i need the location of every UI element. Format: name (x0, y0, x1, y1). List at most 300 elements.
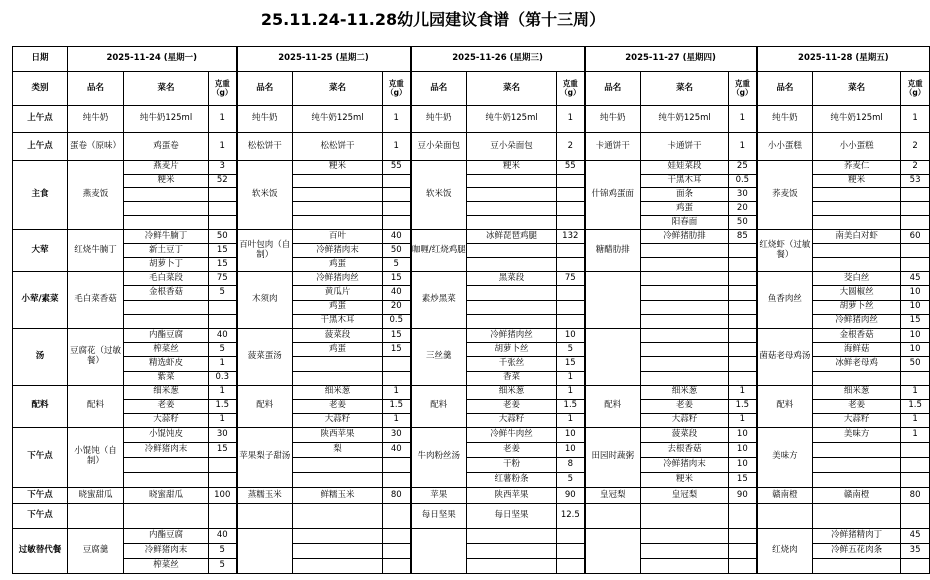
empty-cell (467, 202, 557, 216)
empty-cell (293, 472, 383, 487)
ingredient-name: 细米葱 (813, 385, 901, 399)
empty-cell (467, 216, 557, 230)
ingredient-name: 陕西苹果 (293, 427, 383, 442)
dish-name: 菌菇老母鸡汤 (757, 328, 813, 385)
ingredient-amount: 1 (557, 371, 585, 385)
ingredient-amount: 50 (729, 216, 757, 230)
empty-cell (813, 202, 901, 216)
ingredient-name: 南美白对虾 (813, 230, 901, 244)
ingredient-amount: 15 (383, 272, 411, 286)
empty-cell (467, 543, 557, 558)
ingredient-amount: 5 (557, 343, 585, 357)
empty-cell (641, 558, 729, 573)
table-row (13, 427, 930, 442)
ingredient-name: 老姜 (813, 399, 901, 413)
table-row (13, 160, 930, 174)
empty-cell (813, 558, 901, 573)
ingredient-amount: 75 (209, 272, 237, 286)
empty-cell (383, 371, 411, 385)
table-row (13, 133, 930, 160)
dish-name (585, 272, 641, 329)
dish-label: 品名 (585, 72, 641, 106)
empty-cell (901, 472, 930, 487)
ingredient-amount: 20 (729, 202, 757, 216)
ingredient-name: 梨 (293, 442, 383, 457)
ingredient-name: 冷鲜猪肉末 (293, 244, 383, 258)
ingredient-amount: 1 (209, 357, 237, 371)
ingredient-name: 卡通饼干 (641, 133, 729, 160)
category-main: 主食 (13, 160, 68, 229)
ingredient-amount: 1 (383, 133, 411, 160)
dish-name (757, 504, 813, 528)
dish-name (585, 504, 641, 528)
dish-name: 配料 (757, 385, 813, 427)
dish-name: 美味方 (757, 427, 813, 487)
empty-cell (813, 216, 901, 230)
empty-cell (293, 504, 383, 528)
ingredient-name: 榨菜丝 (124, 343, 209, 357)
dish-name: 苹果梨子甜汤 (237, 427, 293, 487)
ingredient-name: 干黑木耳 (641, 174, 729, 188)
category-meat: 大荤 (13, 230, 68, 272)
ingredient-amount: 1 (729, 385, 757, 399)
dish-name: 毛白菜香菇 (68, 272, 124, 329)
ingredient-amount: 132 (557, 230, 585, 244)
table-row (13, 272, 930, 286)
ingredient-name: 毛白菜段 (124, 272, 209, 286)
dish-name: 纯牛奶 (68, 105, 124, 132)
ingredient-amount: 52 (209, 174, 237, 188)
dish-name: 什锦鸡蛋面 (585, 160, 641, 229)
empty-cell (124, 472, 209, 487)
ingredient-name: 冷鲜猪肋排 (641, 230, 729, 244)
ingredient-name: 大蒜籽 (813, 413, 901, 427)
ingredient-name: 鸡蛋卷 (124, 133, 209, 160)
empty-cell (641, 286, 729, 300)
ingredient-amount: 5 (209, 543, 237, 558)
empty-cell (729, 528, 757, 543)
ingredient-amount: 100 (209, 487, 237, 504)
empty-cell (729, 272, 757, 286)
ingredient-name: 冷鲜牛肉丝 (467, 427, 557, 442)
ingredient-amount: 1 (901, 105, 930, 132)
ingredient-amount: 30 (209, 427, 237, 442)
ingredient-name: 陕西苹果 (467, 487, 557, 504)
ingredient-amount: 90 (729, 487, 757, 504)
day-header: 2025-11-26 (星期三) (411, 47, 585, 72)
ingredient-name: 大蒜籽 (293, 413, 383, 427)
ingredient-name: 紫菜 (124, 371, 209, 385)
ingredient-amount: 80 (383, 487, 411, 504)
ingredient-name: 老姜 (467, 442, 557, 457)
empty-cell (813, 504, 901, 528)
ingredient-name: 香菜 (467, 371, 557, 385)
ingredient-name: 冷鲜五花肉条 (813, 543, 901, 558)
empty-cell (124, 314, 209, 328)
ingredient-name: 冷鲜猪肉末 (124, 442, 209, 457)
ingredient-name: 美味方 (813, 427, 901, 442)
ingredient-name: 冰鲜琵琶鸡腿 (467, 230, 557, 244)
dish-name: 小小蛋糕 (757, 133, 813, 160)
amount-label: 克重（g） (901, 72, 930, 106)
ingredient-amount: 1.5 (901, 399, 930, 413)
ingredient-name: 红薯粉条 (467, 472, 557, 487)
ingredient-amount: 1 (729, 413, 757, 427)
category-small: 小荤/素菜 (13, 272, 68, 329)
ingredient-amount: 90 (557, 487, 585, 504)
empty-cell (729, 244, 757, 258)
ingredient-amount: 1 (901, 413, 930, 427)
ingredient-amount: 80 (901, 487, 930, 504)
empty-cell (467, 286, 557, 300)
table-row (13, 105, 930, 132)
ingredient-amount: 35 (901, 543, 930, 558)
empty-cell (467, 314, 557, 328)
ingredient-amount: 5 (209, 558, 237, 573)
ingredient-amount: 1.5 (383, 399, 411, 413)
ingredient-amount: 10 (557, 427, 585, 442)
empty-cell (383, 543, 411, 558)
empty-cell (557, 258, 585, 272)
ingredient-name: 冷鲜猪肉丝 (813, 314, 901, 328)
ingredient-name: 粳米 (813, 174, 901, 188)
category-afternoon3: 下午点 (13, 504, 68, 528)
ingredient-name: 新土豆丁 (124, 244, 209, 258)
ingredient-amount: 10 (901, 328, 930, 342)
dish-name: 赣南橙 (757, 487, 813, 504)
ingredient-name: 冰鲜老母鸡 (813, 357, 901, 371)
ingredient-amount: 60 (901, 230, 930, 244)
empty-cell (124, 457, 209, 472)
ingredient-amount: 53 (901, 174, 930, 188)
empty-cell (293, 457, 383, 472)
empty-cell (729, 258, 757, 272)
ingredient-name: 细米葱 (124, 385, 209, 399)
empty-cell (209, 188, 237, 202)
ingredient-name: 鲜糯玉米 (293, 487, 383, 504)
empty-cell (641, 371, 729, 385)
ingredient-amount: 50 (209, 230, 237, 244)
ingredient-name: 每日坚果 (467, 504, 557, 528)
ingredient-amount: 55 (383, 160, 411, 174)
category-afternoon: 下午点 (13, 427, 68, 487)
empty-cell (557, 188, 585, 202)
empty-cell (124, 504, 209, 528)
empty-cell (383, 174, 411, 188)
ingredient-amount: 15 (209, 442, 237, 457)
ingredient-name: 老姜 (467, 399, 557, 413)
empty-cell (557, 244, 585, 258)
table-row (13, 230, 930, 244)
ingredient-name: 黄瓜片 (293, 286, 383, 300)
dish-name: 卡通饼干 (585, 133, 641, 160)
ingredient-amount: 15 (383, 328, 411, 342)
empty-cell (901, 457, 930, 472)
amount-label: 克重（g） (729, 72, 757, 106)
ingredient-name: 晓蜜甜瓜 (124, 487, 209, 504)
ingredient-name: 小馄饨皮 (124, 427, 209, 442)
empty-cell (383, 472, 411, 487)
table-row (13, 504, 930, 528)
ingredient-name: 冷鲜猪肉丝 (293, 272, 383, 286)
empty-cell (293, 357, 383, 371)
dish-name: 荞麦饭 (757, 160, 813, 229)
dish-name: 鱼香肉丝 (757, 272, 813, 329)
empty-cell (641, 314, 729, 328)
ingredient-name: 粳米 (124, 174, 209, 188)
amount-label: 克重（g） (383, 72, 411, 106)
empty-cell (813, 188, 901, 202)
empty-cell (209, 314, 237, 328)
ingredient-amount: 10 (557, 328, 585, 342)
table-row (13, 487, 930, 504)
empty-cell (383, 357, 411, 371)
empty-cell (813, 457, 901, 472)
ingredient-amount: 15 (557, 357, 585, 371)
empty-cell (557, 528, 585, 543)
empty-cell (124, 188, 209, 202)
ingredient-name: 细米葱 (641, 385, 729, 399)
empty-cell (467, 558, 557, 573)
empty-cell (729, 286, 757, 300)
empty-cell (293, 558, 383, 573)
empty-cell (641, 357, 729, 371)
dish-name (585, 528, 641, 573)
ingredient-name: 榨菜丝 (124, 558, 209, 573)
empty-cell (209, 457, 237, 472)
ingredient-amount: 10 (557, 442, 585, 457)
dish-name: 皇冠梨 (585, 487, 641, 504)
empty-cell (813, 244, 901, 258)
ingredient-amount: 12.5 (557, 504, 585, 528)
category-soup: 汤 (13, 328, 68, 385)
ingredient-name: 冷鲜猪精肉丁 (813, 528, 901, 543)
ingredient-name: 鸡蛋 (641, 202, 729, 216)
ingredient-amount: 50 (383, 244, 411, 258)
ingredient-name: 赣南橙 (813, 487, 901, 504)
dish-name: 每日坚果 (411, 504, 467, 528)
empty-cell (209, 472, 237, 487)
ingredient-name: 粳米 (467, 160, 557, 174)
ingredient-name: 去根香菇 (641, 442, 729, 457)
ingredient-name: 胡萝卜丝 (467, 343, 557, 357)
ingredient-amount: 45 (901, 272, 930, 286)
empty-cell (641, 300, 729, 314)
dish-name: 咖喱/红烧鸡腿 (411, 230, 467, 272)
ingredient-amount: 10 (729, 427, 757, 442)
empty-cell (557, 216, 585, 230)
ingredient-name: 大蒜籽 (124, 413, 209, 427)
empty-cell (293, 216, 383, 230)
empty-cell (383, 558, 411, 573)
ingredient-name: 冷鲜猪肉末 (641, 457, 729, 472)
dish-label: 品名 (411, 72, 467, 106)
dish-name: 晓蜜甜瓜 (68, 487, 124, 504)
dish-name: 蛋卷（原味） (68, 133, 124, 160)
ingredient-amount: 1 (557, 105, 585, 132)
ingredient-amount: 1 (209, 385, 237, 399)
ingredient-amount: 10 (729, 457, 757, 472)
dish-name: 配料 (68, 385, 124, 427)
ingredient-amount: 50 (901, 357, 930, 371)
ingredient-name: 内酯豆腐 (124, 528, 209, 543)
ingredient-amount: 75 (557, 272, 585, 286)
category-label: 类别 (13, 72, 68, 106)
ingredient-name: 娃娃菜段 (641, 160, 729, 174)
dish-name: 软米饭 (237, 160, 293, 229)
table-row (13, 72, 930, 106)
ingredient-name: 金根香菇 (813, 328, 901, 342)
empty-cell (641, 328, 729, 342)
ingredient-name: 黑菜段 (467, 272, 557, 286)
empty-cell (729, 314, 757, 328)
ingredient-name: 大蒜籽 (467, 413, 557, 427)
ingredient-amount: 15 (209, 244, 237, 258)
table-row (13, 385, 930, 399)
empty-cell (813, 472, 901, 487)
ingredient-name: 老姜 (293, 399, 383, 413)
empty-cell (467, 258, 557, 272)
dish-name (68, 504, 124, 528)
dish-name: 豆小朵面包 (411, 133, 467, 160)
dish-name: 纯牛奶 (585, 105, 641, 132)
empty-cell (901, 258, 930, 272)
table-row (13, 528, 930, 543)
dish-label: 品名 (757, 72, 813, 106)
dish-name: 红烧肉 (757, 528, 813, 573)
dish-name: 松松饼干 (237, 133, 293, 160)
empty-cell (729, 558, 757, 573)
ingredient-name: 鸡蛋 (293, 343, 383, 357)
empty-cell (813, 442, 901, 457)
ingredient-amount: 40 (209, 528, 237, 543)
empty-cell (729, 357, 757, 371)
dish-name: 牛肉粉丝汤 (411, 427, 467, 487)
ingredient-name: 纯牛奶125ml (124, 105, 209, 132)
dish-name: 软米饭 (411, 160, 467, 229)
day-header: 2025-11-28 (星期五) (757, 47, 930, 72)
day-header: 2025-11-24 (星期一) (68, 47, 237, 72)
empty-cell (729, 371, 757, 385)
ingredient-amount: 1 (557, 413, 585, 427)
dish-name: 蒸糯玉米 (237, 487, 293, 504)
ingredient-amount: 5 (383, 258, 411, 272)
ingredient-amount: 1 (901, 385, 930, 399)
ingredient-amount: 1 (729, 133, 757, 160)
dish-name: 纯牛奶 (757, 105, 813, 132)
ingredient-name: 松松饼干 (293, 133, 383, 160)
ingredient-name: 纯牛奶125ml (813, 105, 901, 132)
ingredient-amount: 1 (383, 385, 411, 399)
dish-name: 配料 (585, 385, 641, 427)
ingredient-amount: 1 (383, 413, 411, 427)
empty-cell (293, 371, 383, 385)
empty-cell (557, 202, 585, 216)
ingredient-label: 菜名 (641, 72, 729, 106)
empty-cell (813, 371, 901, 385)
ingredient-name: 干黑木耳 (293, 314, 383, 328)
ingredient-amount: 30 (383, 427, 411, 442)
empty-cell (467, 300, 557, 314)
empty-cell (729, 543, 757, 558)
dish-name: 配料 (411, 385, 467, 427)
dish-name: 纯牛奶 (411, 105, 467, 132)
menu-table (12, 46, 930, 574)
day-header: 2025-11-27 (星期四) (585, 47, 757, 72)
ingredient-amount: 10 (901, 286, 930, 300)
dish-name (585, 328, 641, 385)
ingredient-amount: 1 (209, 413, 237, 427)
empty-cell (557, 314, 585, 328)
ingredient-name: 胡萝卜丁 (124, 258, 209, 272)
dish-label: 品名 (237, 72, 293, 106)
ingredient-amount: 3 (209, 160, 237, 174)
empty-cell (383, 528, 411, 543)
empty-cell (383, 504, 411, 528)
dish-name: 纯牛奶 (237, 105, 293, 132)
ingredient-label: 菜名 (467, 72, 557, 106)
ingredient-label: 菜名 (293, 72, 383, 106)
ingredient-name: 千张丝 (467, 357, 557, 371)
ingredient-name: 皇冠梨 (641, 487, 729, 504)
empty-cell (729, 300, 757, 314)
empty-cell (813, 258, 901, 272)
ingredient-name: 鸡蛋 (293, 300, 383, 314)
ingredient-amount: 2 (901, 160, 930, 174)
ingredient-name: 小小蛋糕 (813, 133, 901, 160)
ingredient-amount: 15 (383, 343, 411, 357)
empty-cell (901, 371, 930, 385)
ingredient-amount: 5 (209, 286, 237, 300)
ingredient-name: 细米葱 (467, 385, 557, 399)
empty-cell (293, 188, 383, 202)
ingredient-name: 菠菜段 (641, 427, 729, 442)
dish-name: 百叶包肉（自制） (237, 230, 293, 272)
ingredient-name: 纯牛奶125ml (467, 105, 557, 132)
empty-cell (641, 343, 729, 357)
ingredient-name: 百叶 (293, 230, 383, 244)
ingredient-name: 燕麦片 (124, 160, 209, 174)
empty-cell (209, 202, 237, 216)
dish-name: 红烧牛腩丁 (68, 230, 124, 272)
empty-cell (729, 343, 757, 357)
ingredient-amount: 1.5 (209, 399, 237, 413)
ingredient-amount: 55 (557, 160, 585, 174)
empty-cell (641, 504, 729, 528)
ingredient-name: 金根香菇 (124, 286, 209, 300)
ingredient-amount: 10 (901, 300, 930, 314)
ingredient-name: 干粉 (467, 457, 557, 472)
ingredient-name: 内酯豆腐 (124, 328, 209, 342)
empty-cell (901, 442, 930, 457)
empty-cell (901, 244, 930, 258)
day-header: 2025-11-25 (星期二) (237, 47, 411, 72)
ingredient-amount: 85 (729, 230, 757, 244)
empty-cell (901, 188, 930, 202)
empty-cell (557, 286, 585, 300)
empty-cell (293, 543, 383, 558)
ingredient-amount: 40 (383, 442, 411, 457)
ingredient-name: 鸡蛋 (293, 258, 383, 272)
ingredient-amount: 0.5 (383, 314, 411, 328)
ingredient-amount: 1 (383, 105, 411, 132)
empty-cell (293, 528, 383, 543)
dish-name: 菠菜蛋汤 (237, 328, 293, 385)
ingredient-amount: 2 (901, 133, 930, 160)
ingredient-amount: 15 (209, 258, 237, 272)
empty-cell (901, 558, 930, 573)
ingredient-amount: 15 (901, 314, 930, 328)
